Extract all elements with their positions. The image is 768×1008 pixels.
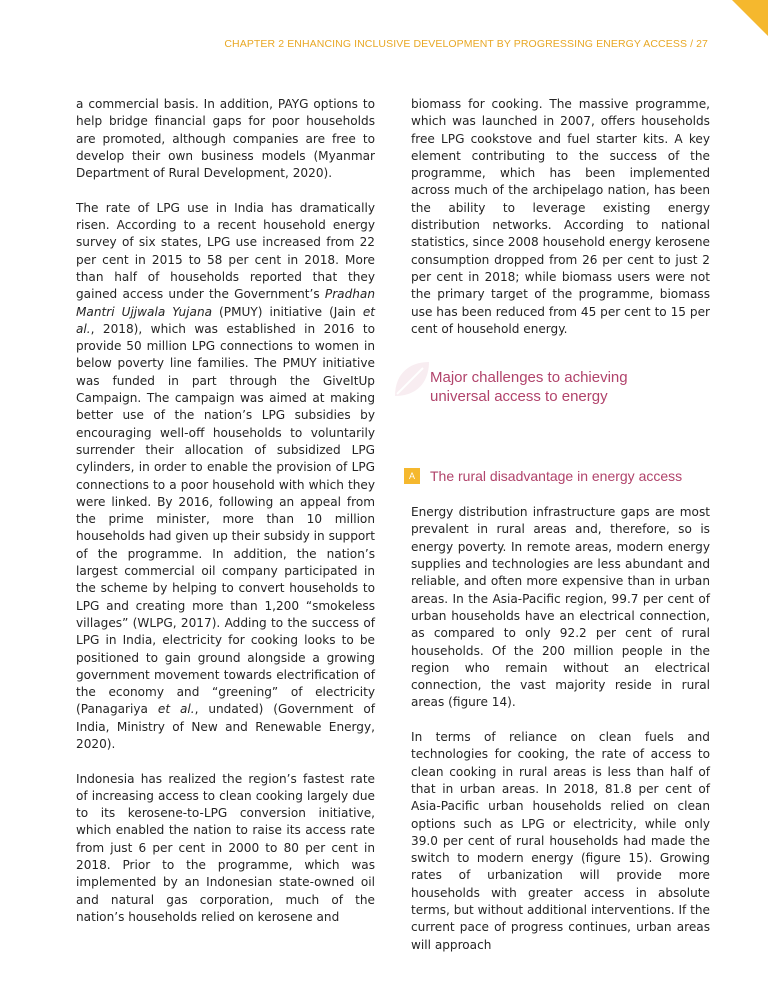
right-column bbox=[408, 96, 710, 954]
corner-tab bbox=[732, 0, 768, 36]
subsection-heading bbox=[408, 468, 710, 485]
chapter-title: CHAPTER 2 ENHANCING INCLUSIVE DEVELOPMENT BY PROGRESSING ENERGY ACCESS bbox=[224, 38, 688, 50]
page-number: 27 bbox=[696, 38, 708, 50]
paragraph-clean-cooking: In terms of reliance on clean fuels and technologies for cooking, the rate of access to clean cooking in rural areas is less than half of that in urban areas. In 2018, 81.8 per cent of Asia-Pacific urban households relied on clean options such as LPG or electricity, while only 39.0 per cent of rural households had made the switch to modern energy (figure 15). Growing rates of urbanization will provide more households with greater access in absolute terms, but without additional interventions. If the current pace of progress continues, urban areas will approach bbox=[411, 730, 710, 952]
section-title: Major challenges to achieving universal access to energy bbox=[430, 369, 628, 406]
running-header bbox=[224, 38, 708, 50]
header-separator: / bbox=[687, 38, 697, 50]
paragraph: a commercial basis. In addition, PAYG options to help bridge financial gaps for poor households are promoted, although companies are free to develop their own business models (Myanmar Department of Rural Development, 2020). bbox=[76, 97, 375, 181]
paragraph-india-lpg: The rate of LPG use in India has dramatically risen. According to a recent household energy survey of six states, LPG use increased from 22 per cent in 2015 to 58 per cent in 2018. More than half of households reported that they gained access under the Government’s Pradhan Mantri Ujjwala Yujana (PMUY) initiative (Jain et al., 2018), which was established in 2016 to provide 50 million LPG connections to women in below poverty line families. The PMUY initiative was funded in part through the GiveItUp Campaign. The campaign was aimed at making better use of the nation’s LPG subsidies by encouraging well-off households to voluntarily surrender their allocation of subsidized LPG cylinders, in order to enable the provision of LPG connections to a poor household with which they were linked. By 2016, following an appeal from the prime minister, more than 10 million households had given up their subsidy in support of the programme. In addition, the nation’s largest commercial oil company participated in the scheme by helping to convert households to LPG and creating more than 1,200 “smokeless villages” (WLPG, 2017). Adding to the success of LPG in India, electricity for cooking looks to be positioned to gain ground alongside a growing government movement towards electrification of the economy and “greening” of electricity (Panagariya et al., undated) (Government of India, Ministry of New and Renewable Energy, 2020). bbox=[76, 200, 375, 751]
paragraph: biomass for cooking. The massive programme, which was launched in 2007, offers households free LPG cookstove and fuel starter kits. A key element contributing to the success of the programme, which has been implemented across much of the archipelago nation, has been the ability to leverage existing energy distribution networks. According to national statistics, since 2008 household energy kerosene consumption dropped from 26 per cent to just 2 per cent in 2018; while biomass users were not the primary target of the programme, biomass use has been reduced from 45 per cent to 15 per cent of household energy. bbox=[411, 97, 710, 336]
paragraph-indonesia: Indonesia has realized the region’s fastest rate of increasing access to clean cooking largely due to its kerosene-to-LPG conversion initiative, which enabled the nation to raise its access rate from just 6 per cent in 2000 to 80 per cent in 2018. Prior to the programme, which was implemented by an Indonesian state-owned oil and natural gas corporation, much of the nation’s households relied on kerosene and bbox=[76, 771, 375, 924]
subsection-badge: A bbox=[404, 468, 420, 484]
paragraph-rural-gaps: Energy distribution infrastructure gaps are most prevalent in rural areas and, therefore, so is energy poverty. In remote areas, modern energy supplies and technologies are less abundant and reliable, and often more expensive than in urban areas. In the Asia-Pacific region, 99.7 per cent of urban households have an electrical connection, as compared to only 92.2 per cent of rural households. Of the 200 million people in the region who remain without an electrical connection, the vast majority reside in rural areas (figure 14). bbox=[411, 505, 710, 710]
left-column bbox=[76, 96, 375, 926]
section-heading-block bbox=[411, 368, 710, 438]
subsection-title: The rural disadvantage in energy access bbox=[430, 468, 683, 485]
